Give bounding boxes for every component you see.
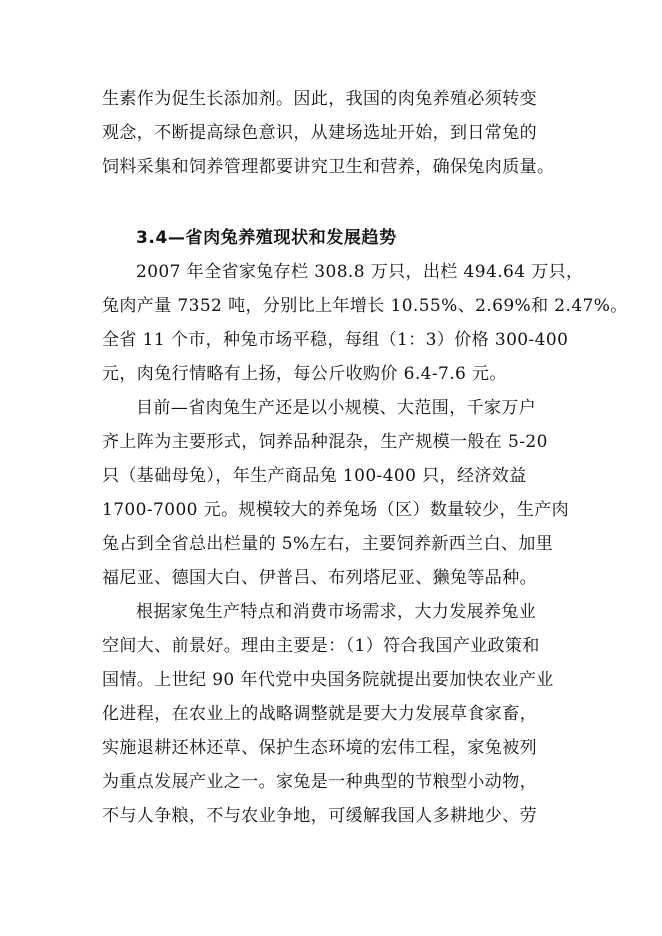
paragraph-line: 齐上阵为主要形式，饲养品种混杂，生产规模一般在 5-20 bbox=[102, 432, 548, 452]
paragraph-line: 实施退耕还林还草、保护生态环境的宏伟工程，家兔被列 bbox=[102, 738, 537, 758]
paragraph-line: 1700-7000 元。规模较大的养兔场（区）数量较少，生产肉 bbox=[102, 500, 570, 520]
paragraph-line: 为重点发展产业之一。家兔是一种典型的节粮型小动物， bbox=[102, 772, 537, 792]
paragraph-line: 饲料采集和饲养管理都要讲究卫生和营养，确保兔肉质量。 bbox=[102, 157, 555, 177]
paragraph-line: 空间大、前景好。理由主要是：（1）符合我国产业政策和 bbox=[102, 636, 540, 656]
paragraph-line: 兔占到全省总出栏量的 5%左右，主要饲养新西兰白、加里 bbox=[102, 534, 554, 554]
paragraph-line: 不与人争粮，不与农业争地，可缓解我国人多耕地少、劳 bbox=[102, 806, 537, 826]
paragraph-line: 2007 年全省家兔存栏 308.8 万只，出栏 494.64 万只， bbox=[136, 262, 584, 282]
paragraph-line: 全省 11 个市，种兔市场平稳，每组（1：3）价格 300-400 bbox=[102, 330, 569, 350]
paragraph-line: 兔肉产量 7352 吨，分别比上年增长 10.55%、2.69%和 2.47%。 bbox=[102, 296, 628, 316]
paragraph-line: 元，肉兔行情略有上扬，每公斤收购价 6.4-7.6 元。 bbox=[102, 364, 507, 384]
paragraph-line: 观念，不断提高绿色意识，从建场选址开始，到日常兔的 bbox=[102, 123, 537, 143]
paragraph-line: 只（基础母兔），年生产商品兔 100-400 只，经济效益 bbox=[102, 466, 527, 486]
paragraph-line: 国情。上世纪 90 年代党中央国务院就提出要加快农业产业 bbox=[102, 670, 554, 690]
paragraph-line: 生素作为促生长添加剂。因此，我国的肉兔养殖必须转变 bbox=[102, 89, 537, 109]
paragraph-line: 根据家兔生产特点和消费市场需求，大力发展养兔业 bbox=[136, 602, 537, 622]
paragraph-line: 化进程，在农业上的战略调整就是要大力发展草食家畜， bbox=[102, 704, 537, 724]
paragraph-line: 目前—省肉兔生产还是以小规模、大范围，千家万户 bbox=[136, 398, 537, 418]
section-heading: 3.4—省肉兔养殖现状和发展趋势 bbox=[136, 228, 397, 248]
paragraph-line: 福尼亚、德国大白、伊普吕、布列塔尼亚、獭兔等品种。 bbox=[102, 568, 537, 588]
